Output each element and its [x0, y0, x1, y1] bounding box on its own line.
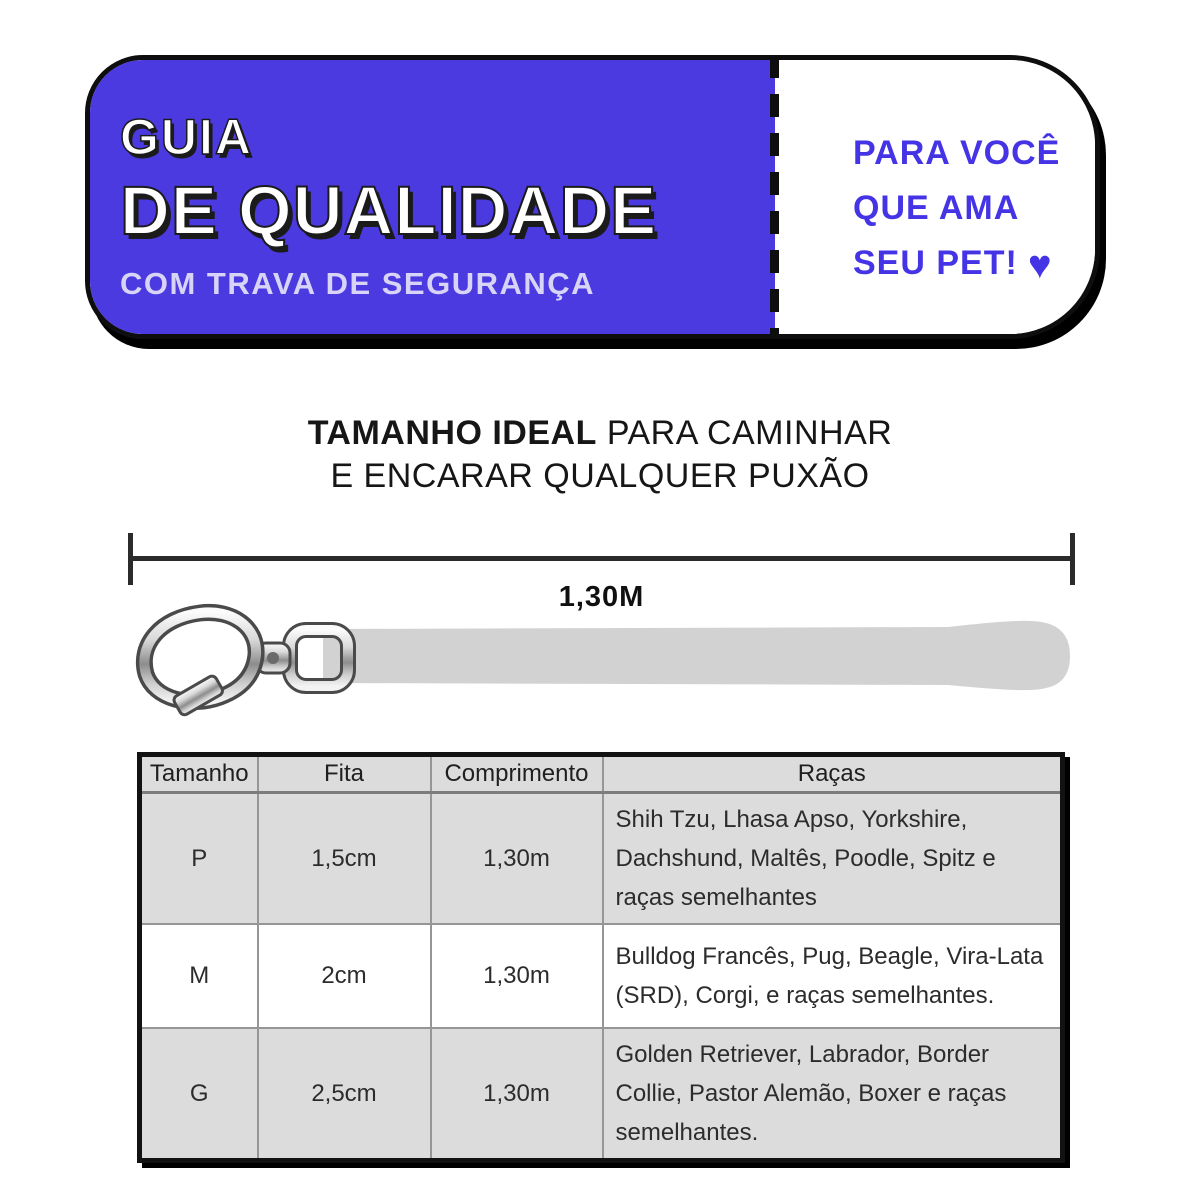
cell-racas: Bulldog Francês, Pug, Beagle, Vira-Lata (SRD), Corgi, e raças semelhantes. [603, 924, 1063, 1028]
cell-racas: Shih Tzu, Lhasa Apso, Yorkshire, Dachshund, Maltês, Poodle, Spitz e raças semelhantes [603, 793, 1063, 925]
promo-ticket-left-panel [90, 60, 775, 334]
banner-right-line3 [853, 236, 1095, 291]
screw-lock [172, 674, 224, 716]
cell-racas: Golden Retriever, Labrador, Border Collie, Pastor Alemão, Boxer e raças semelhantes. [603, 1028, 1063, 1161]
section-heading [0, 412, 1200, 498]
heart-icon: ♥ [1027, 243, 1053, 287]
measurement-bracket-line [128, 533, 1075, 585]
cell-tamanho: G [140, 1028, 258, 1161]
sizes-table [137, 752, 1065, 1163]
ticket-perforation-dashed-line [770, 55, 779, 339]
col-header-comprimento: Comprimento [431, 755, 603, 793]
cell-comprimento: 1,30m [431, 1028, 603, 1161]
table-row-size-m [140, 924, 1063, 1028]
table-header-row [140, 755, 1063, 793]
cell-tamanho: P [140, 793, 258, 925]
cell-comprimento: 1,30m [431, 793, 603, 925]
cell-fita: 2,5cm [258, 1028, 431, 1161]
col-header-racas: Raças [603, 755, 1063, 793]
banner-title-line1: GUIA [120, 109, 253, 165]
heading-line1-bold: TAMANHO IDEAL [307, 414, 597, 452]
banner-right-line2: QUE AMA [853, 189, 1020, 227]
leash-illustration [118, 600, 1076, 718]
heading-line1 [0, 412, 1200, 455]
heading-line1-rest: PARA CAMINHAR [596, 414, 893, 452]
cell-fita: 2cm [258, 924, 431, 1028]
cell-fita: 1,5cm [258, 793, 431, 925]
col-header-tamanho: Tamanho [140, 755, 258, 793]
leash-strap [323, 621, 1070, 690]
table-row-size-g [140, 1028, 1063, 1161]
promo-ticket-right-panel [775, 60, 1095, 334]
col-header-fita: Fita [258, 755, 431, 793]
table-row-size-p [140, 793, 1063, 925]
measurement-right-tick [1070, 533, 1075, 585]
measurement-bar [128, 556, 1075, 561]
banner-title-line2: DE QUALIDADE [120, 172, 658, 249]
banner-subtitle: COM TRAVA DE SEGURANÇA [120, 266, 596, 301]
heading-line2: E ENCARAR QUALQUER PUXÃO [330, 457, 870, 495]
banner-right-line1: PARA VOCÊ [853, 134, 1061, 172]
measurement-label: 1,30M [558, 581, 645, 613]
cell-tamanho: M [140, 924, 258, 1028]
promo-ticket-banner [85, 55, 1100, 339]
snap-hook-icon [144, 612, 256, 716]
banner-right-line3-text: SEU PET! [853, 244, 1018, 282]
cell-comprimento: 1,30m [431, 924, 603, 1028]
